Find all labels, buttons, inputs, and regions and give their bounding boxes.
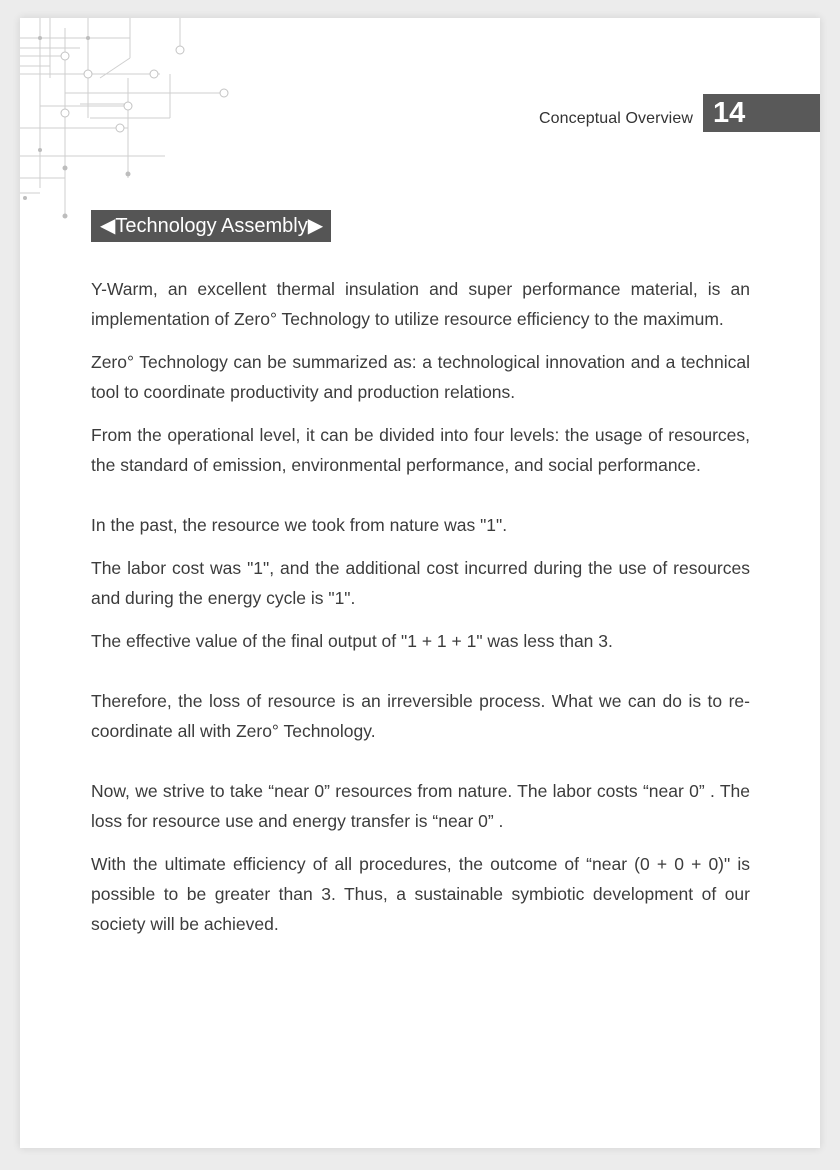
document-page — [20, 18, 820, 1148]
paragraph: From the operational level, it can be divided into four levels: the usage of resources, the standard of emission, environmental performance, and social performance. — [91, 425, 750, 475]
circuit-decoration — [20, 18, 260, 238]
section-header-label: Conceptual Overview — [539, 110, 693, 127]
page-number: 14 — [703, 94, 820, 132]
paragraph: Now, we strive to take “near 0” resources from nature. The labor costs “near 0” . The loss for resource use and energy transfer is “near 0” . — [91, 781, 750, 831]
paragraph: Therefore, the loss of resource is an irreversible process. What we can do is to re-coordinate all with Zero° Technology. — [91, 691, 750, 741]
paragraph: With the ultimate efficiency of all procedures, the outcome of “near (0 + 0 + 0)" is possible to be greater than 3. Thus, a sustainable symbiotic development of our society will be achieved. — [91, 854, 750, 934]
paragraph: In the past, the resource we took from nature was "1". — [91, 515, 508, 535]
paragraph: Zero° Technology can be summarized as: a technological innovation and a technical tool to coordinate productivity and production relations. — [91, 352, 750, 402]
paragraph: The labor cost was "1", and the additional cost incurred during the use of resources and during the energy cycle is "1". — [91, 558, 750, 608]
paragraph: Y-Warm, an excellent thermal insulation and super performance material, is an implementation of Zero° Technology to utilize resource efficiency to the maximum. — [91, 279, 750, 329]
section-title-tag: ◀Technology Assembly▶ — [91, 210, 331, 242]
paragraph: The effective value of the final output of "1 + 1 + 1" was less than 3. — [91, 631, 613, 651]
body-text — [91, 274, 750, 952]
